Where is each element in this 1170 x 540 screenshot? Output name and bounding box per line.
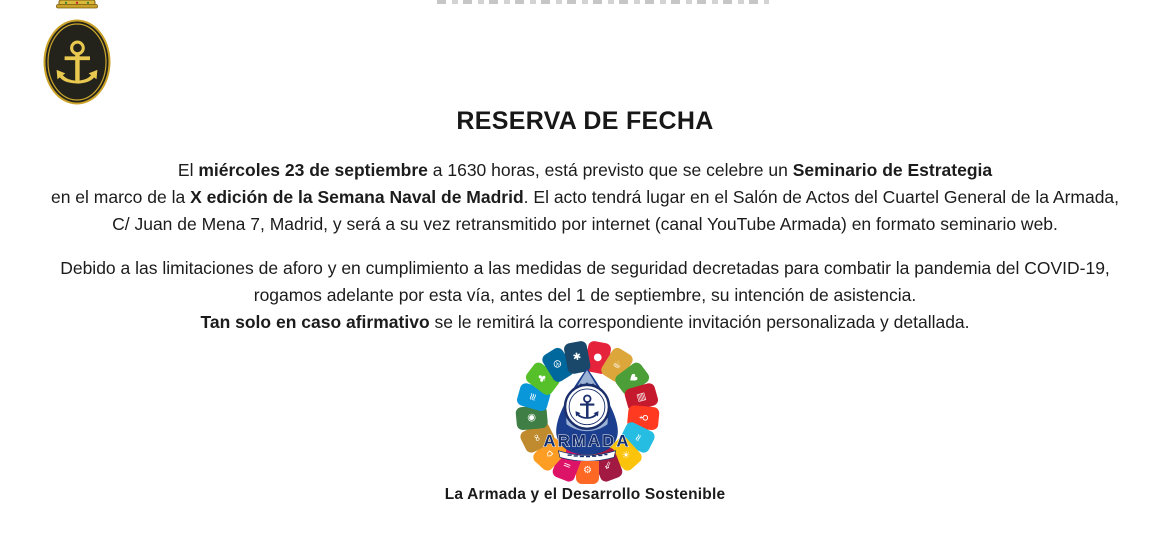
bold-text-run: X edición de la Semana Naval de Madrid bbox=[190, 187, 524, 207]
cropped-text-top bbox=[437, 0, 769, 4]
sdg-wheel-logo bbox=[512, 339, 662, 485]
sdg-goal-icon: ≋ bbox=[526, 390, 540, 403]
armada-label: ARMADA bbox=[543, 431, 631, 451]
crown-icon bbox=[57, 0, 98, 8]
page-title: RESERVA DE FECHA bbox=[456, 107, 714, 135]
sdg-goal-icon: ♀ bbox=[637, 413, 650, 422]
sdg-goal-icon: ☀ bbox=[618, 446, 633, 461]
sdg-goal-icon: ∞ bbox=[529, 430, 544, 444]
sdg-goal-icon: ♣ bbox=[534, 371, 550, 385]
paragraph-event-details bbox=[20, 157, 1150, 238]
text-run: rogamos adelante por esta vía, antes del 1 de septiembre, su intención de asistencia. bbox=[253, 285, 917, 305]
text-run: a 1630 horas, está previsto que se celebre un bbox=[427, 160, 793, 180]
armada-center-emblem bbox=[541, 365, 633, 461]
navy-badge bbox=[42, 0, 112, 106]
text-run: . El acto tendrá lugar en el Salón de Actos del Cuartel General de la Armada, bbox=[523, 187, 1120, 207]
sdg-goal-icon: ♥ bbox=[625, 371, 640, 385]
text-line bbox=[20, 282, 1150, 309]
anchor-icon: ⚓ bbox=[572, 388, 602, 427]
paragraph-rsvp-details bbox=[20, 255, 1150, 336]
bold-text-run: Tan solo en caso afirmativo bbox=[200, 312, 430, 332]
sdg-goal-icon: ⌂ bbox=[542, 447, 555, 460]
text-line bbox=[20, 309, 1150, 336]
text-run: C/ Juan de Mena 7, Madrid, y será a su vez retransmitido por internet (canal YouTube Armada) en formato seminario web. bbox=[112, 214, 1058, 234]
sdg-goal-icon: ⇗ bbox=[601, 458, 614, 472]
text-line bbox=[20, 255, 1150, 282]
sdg-goal-icon: = bbox=[560, 458, 573, 472]
text-run: El bbox=[177, 160, 199, 180]
text-run: en el marco de la bbox=[50, 187, 191, 207]
sdg-goal-icon: ● bbox=[592, 350, 603, 363]
sdg-goal-icon: ✱ bbox=[571, 350, 582, 363]
text-line bbox=[20, 211, 1150, 238]
text-run: Debido a las limitaciones de aforo y en cumplimiento a las medidas de seguridad decretadas para combatir la pandemia del COVID-19, bbox=[60, 258, 1110, 278]
bold-text-run: miércoles 23 de septiembre bbox=[198, 160, 428, 180]
text-line bbox=[20, 157, 1150, 184]
sdg-goal-icon: ☕ bbox=[610, 356, 624, 372]
sdg-goal-icon: ▤ bbox=[634, 390, 648, 403]
logo-caption: La Armada y el Desarrollo Sostenible bbox=[444, 486, 726, 503]
bold-text-run: Seminario de Estrategia bbox=[792, 160, 993, 180]
sdg-goal-icon: ⚙ bbox=[582, 462, 592, 475]
text-line bbox=[20, 184, 1150, 211]
sdg-goal-icon: ☮ bbox=[550, 356, 564, 371]
sdg-goal-icon: ◉ bbox=[524, 412, 537, 423]
sdg-goal-icon: ≈ bbox=[630, 430, 645, 444]
text-run: se le remitirá la correspondiente invitación personalizada y detallada. bbox=[429, 312, 970, 332]
anchor-oval bbox=[44, 20, 111, 105]
anchor-icon: ⚓ bbox=[51, 29, 103, 97]
